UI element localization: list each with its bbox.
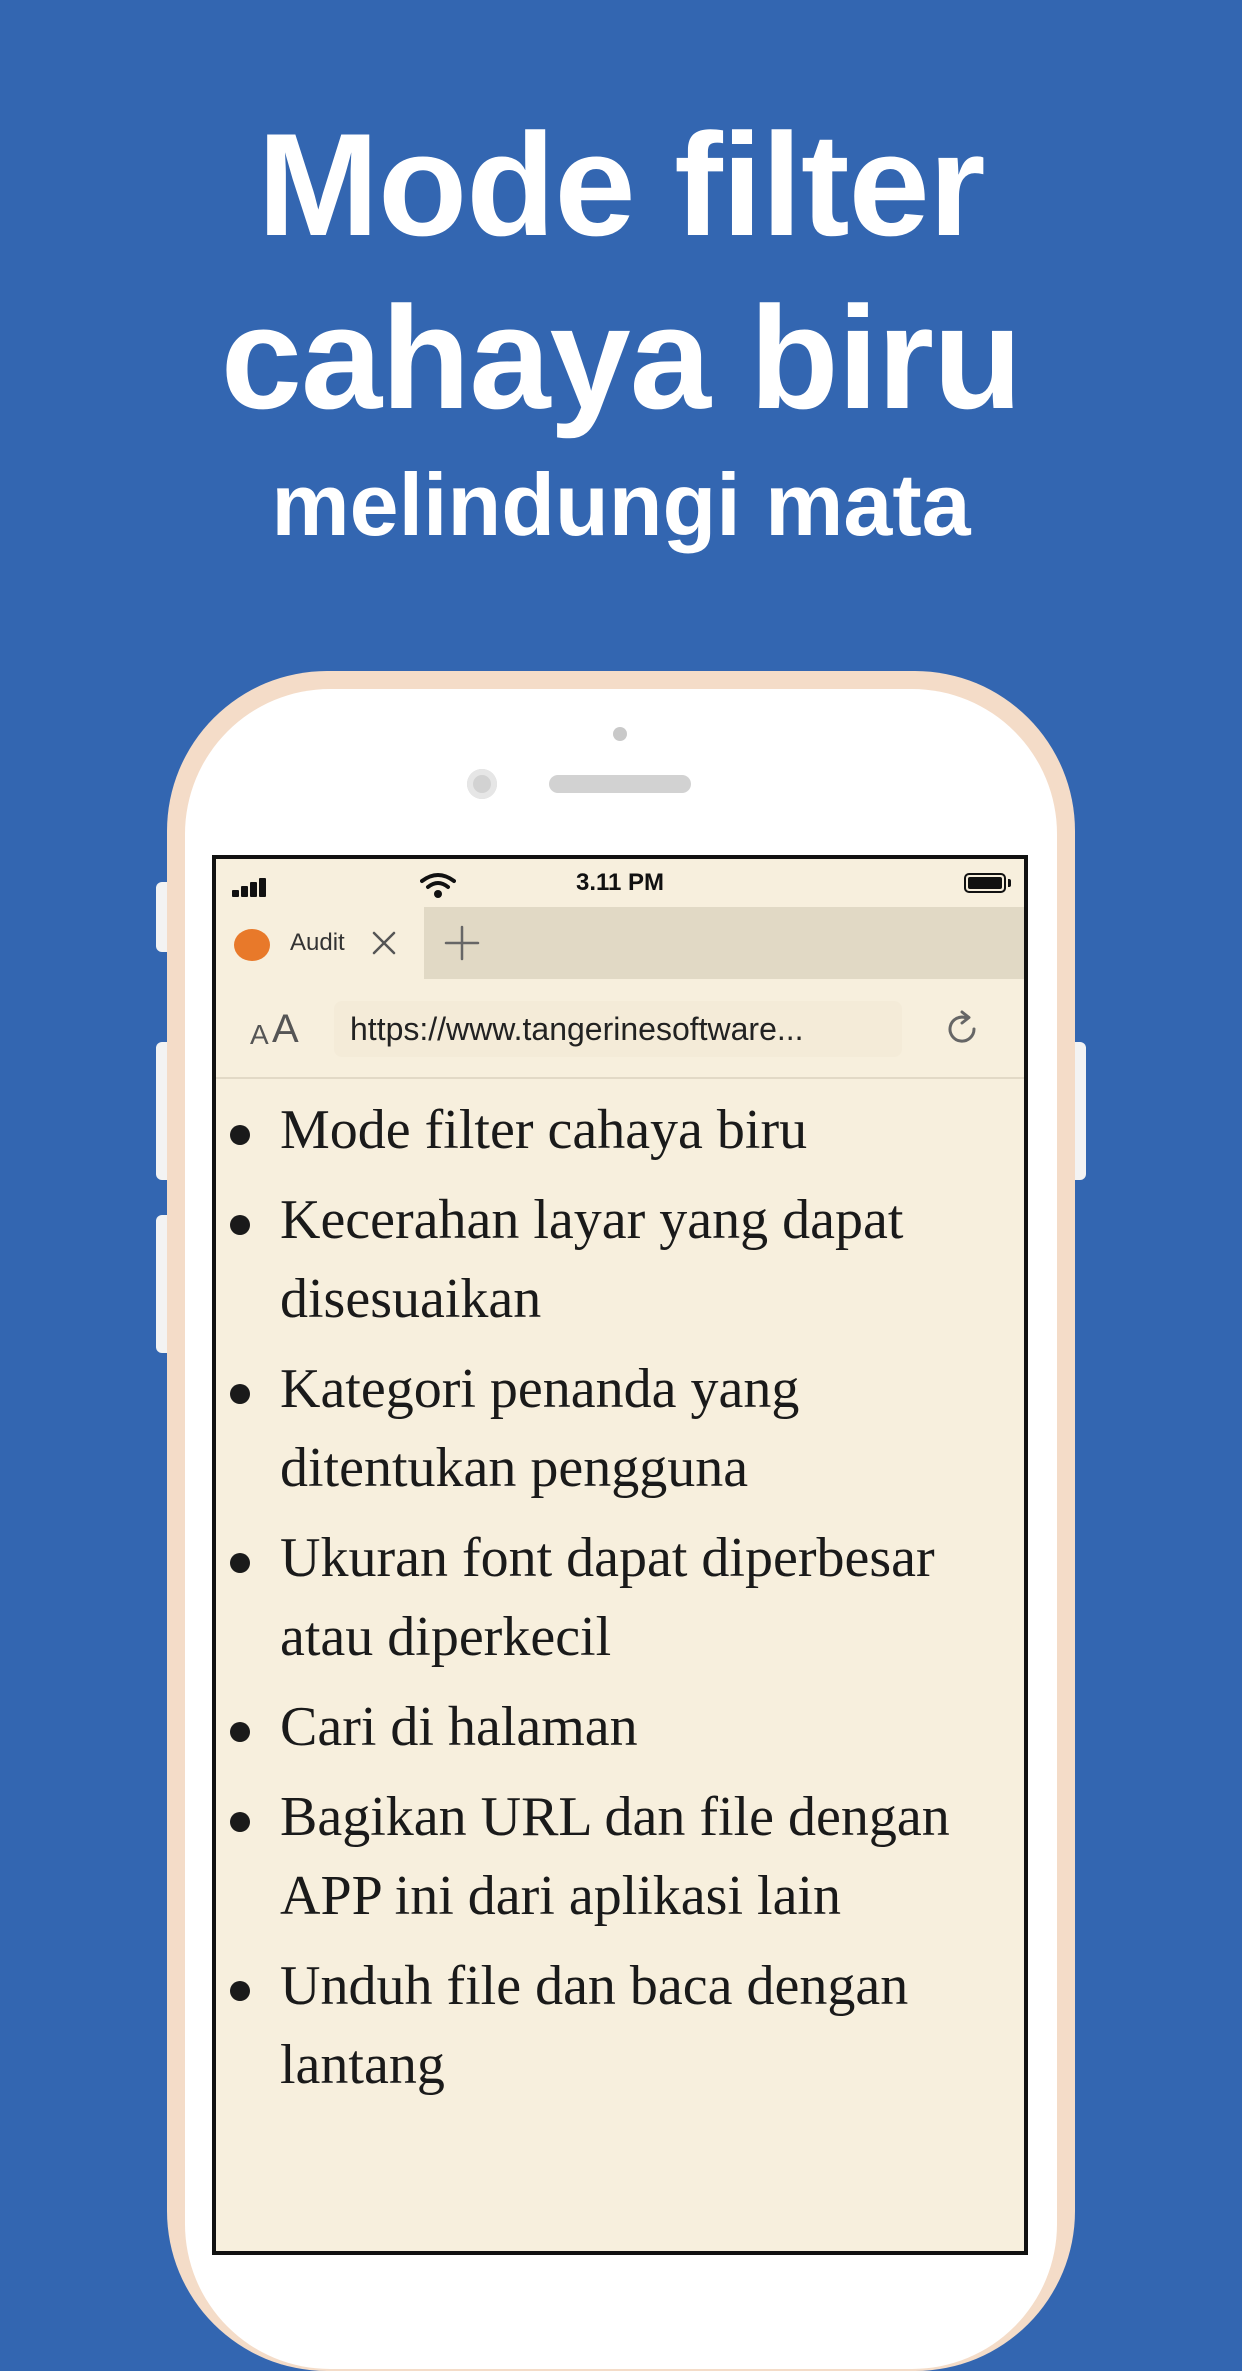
- list-item: Unduh file dan baca dengan lantang: [216, 1947, 1024, 2105]
- tab-strip: [216, 907, 1024, 979]
- status-bar: [216, 859, 1024, 907]
- battery-level: [968, 877, 1002, 889]
- list-item: Cari di halaman: [216, 1688, 1024, 1767]
- tangerine-favicon-icon: [234, 929, 270, 961]
- text-size-small-glyph: A: [250, 1019, 269, 1050]
- headline-line-1: Mode filter: [257, 103, 985, 266]
- front-camera: [467, 769, 497, 799]
- tab-audit[interactable]: [216, 907, 424, 979]
- earpiece-speaker: [549, 775, 691, 793]
- tab-title: Audit: [290, 929, 345, 956]
- battery-tip: [1008, 879, 1011, 887]
- feature-list: [216, 1091, 1024, 2105]
- list-item: Kategori penanda yang ditentukan pengguna: [216, 1350, 1024, 1508]
- list-item: Kecerahan layar yang dapat disesuaikan: [216, 1181, 1024, 1339]
- text-size-button[interactable]: [250, 1007, 306, 1051]
- text-size-large-glyph: A: [272, 1007, 299, 1051]
- list-item: Mode filter cahaya biru: [216, 1091, 1024, 1170]
- status-time: 3.11 PM: [575, 869, 665, 896]
- url-field[interactable]: https://www.tangerinesoftware...: [334, 1001, 902, 1057]
- phone-screen: [212, 855, 1028, 2255]
- list-item: Bagikan URL dan file dengan APP ini dari aplikasi lain: [216, 1778, 1024, 1936]
- address-bar: [216, 979, 1024, 1079]
- headline-line-2: cahaya biru: [220, 276, 1022, 439]
- battery-icon: [964, 873, 1006, 893]
- list-item: Ukuran font dapat diperbesar atau diperkecil: [216, 1519, 1024, 1677]
- proximity-sensor: [613, 727, 627, 741]
- plus-icon[interactable]: [442, 923, 482, 963]
- close-icon[interactable]: [366, 925, 402, 961]
- headline-subtitle: melindungi mata: [271, 455, 971, 554]
- page-content: [216, 1091, 1024, 2116]
- reload-icon[interactable]: [940, 1007, 984, 1051]
